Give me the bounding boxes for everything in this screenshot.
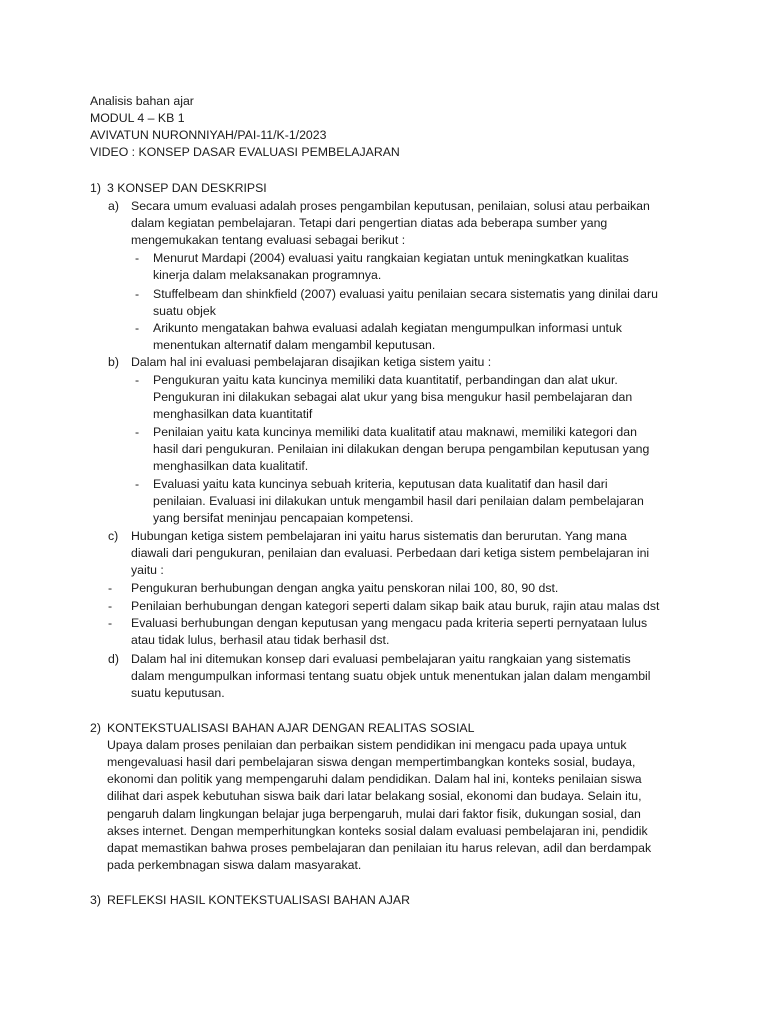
- bullet-text-line: Menurut Mardapi (2004) evaluasi yaitu rangkaian kegiatan untuk meningkatkan kualitas: [153, 251, 629, 265]
- section-title: REFLEKSI HASIL KONTEKSTUALISASI BAHAN AJAR: [107, 893, 410, 907]
- bullet-text-line: Penilaian yaitu kata kuncinya memiliki data kualitatif atau maknawi, memiliki kategori dan: [153, 425, 637, 439]
- bullet-text-line: atau tidak lulus, berhasil atau tidak berhasil dst.: [131, 633, 390, 647]
- bullet-text-line: Penilaian berhubungan dengan kategori seperti dalam sikap baik atau buruk, rajin atau malas dst: [131, 599, 660, 613]
- bullet-text-line: hasil dari pengukuran. Penilaian ini dilakukan dengan berupa pengambilan keputusan yang: [153, 442, 650, 456]
- bullet-dash: -: [135, 373, 140, 387]
- item-text-line: Dalam hal ini ditemukan konsep dari evaluasi pembelajaran yaitu rangkaian yang sistematis: [131, 652, 631, 666]
- item-text-line: dalam kegiatan pembelajaran. Tetapi dari pengertian diatas ada beberapa sumber yang: [131, 216, 608, 230]
- item-marker: c): [108, 529, 119, 543]
- item-text-line: dalam mengumpulkan informasi tentang suatu objek untuk menentukan jalan dalam mengambil: [131, 669, 651, 683]
- bullet-dash: -: [135, 251, 140, 265]
- bullet-text-line: menentukan alternatif dalam mengambil keputusan.: [153, 338, 436, 352]
- bullet-text-line: penilaian. Evaluasi ini dilakukan untuk mengambil hasil dari penilaian dalam pembelajaran: [153, 494, 644, 508]
- item-text-line: suatu keputusan.: [131, 686, 225, 700]
- bullet-text-line: Pengukuran ini dilakukan sebagai alat ukur yang bisa mengukur hasil pembelajaran dan: [153, 390, 633, 404]
- bullet-text-line: Evaluasi yaitu kata kuncinya sebuah kriteria, keputusan data kualitatif dan hasil dari: [153, 477, 608, 491]
- bullet-text-line: yang bersifat meninjau pencapaian kompetensi.: [153, 511, 414, 525]
- bullet-text-line: kinerja dalam melaksanakan programnya.: [153, 268, 382, 282]
- item-text-line: mengemukakan tentang evaluasi sebagai berikut :: [131, 233, 406, 247]
- doc-header-line: MODUL 4 – KB 1: [90, 111, 185, 125]
- bullet-text-line: suatu objek: [153, 304, 216, 318]
- bullet-dash: -: [135, 287, 140, 301]
- section-title: 3 KONSEP DAN DESKRIPSI: [107, 181, 267, 195]
- bullet-dash: -: [135, 321, 140, 335]
- bullet-dash: -: [135, 425, 140, 439]
- doc-header-line: VIDEO : KONSEP DASAR EVALUASI PEMBELAJARAN: [90, 145, 400, 159]
- bullet-text-line: menghasilkan data kualitatif.: [153, 459, 309, 473]
- paragraph-line: Upaya dalam proses penilaian dan perbaikan sistem pendidikan ini mengacu pada upaya untuk: [107, 738, 627, 752]
- doc-header-line: AVIVATUN NURONNIYAH/PAI-11/K-1/2023: [90, 128, 327, 142]
- item-marker: a): [108, 199, 119, 213]
- paragraph-line: dilihat dari aspek kebutuhan siswa baik dari latar belakang sosial, ekonomi dan budaya. Selain itu,: [107, 789, 642, 803]
- item-text-line: Hubungan ketiga sistem pembelajaran ini yaitu harus sistematis dan berurutan. Yang mana: [131, 529, 627, 543]
- item-marker: b): [108, 355, 119, 369]
- item-text-line: yaitu :: [131, 563, 164, 577]
- bullet-text-line: Pengukuran berhubungan dengan angka yaitu penskoran nilai 100, 80, 90 dst.: [131, 581, 559, 595]
- section-title: KONTEKSTUALISASI BAHAN AJAR DENGAN REALITAS SOSIAL: [107, 721, 475, 735]
- paragraph-line: mengevaluasi hasil dari pembelajaran siswa dengan mempertimbangkan konteks sosial, budaya,: [107, 755, 636, 769]
- paragraph-line: pengaruh dalam lingkungan belajar juga berpengaruh, mulai dari faktor fisik, dukungan sosial, dan: [107, 807, 641, 821]
- bullet-text-line: Stuffelbeam dan shinkfield (2007) evaluasi yaitu penilaian secara sistematis yang dinilai daru: [153, 287, 658, 301]
- bullet-text-line: Evaluasi berhubungan dengan keputusan yang mengacu pada kriteria seperti pernyataan lulus: [131, 616, 648, 630]
- paragraph-line: dapat memastikan bahwa proses pembelajaran dan penilaian itu harus relevan, adil dan berdampak: [107, 841, 652, 855]
- section-number: 1): [90, 181, 101, 195]
- bullet-dash: -: [135, 477, 140, 491]
- bullet-dash: -: [108, 616, 113, 630]
- paragraph-line: ekonomi dan politik yang mempengaruhi dalam pendidikan. Dalam hal ini, konteks penilaian siswa: [107, 772, 642, 786]
- section-number: 3): [90, 893, 101, 907]
- doc-header-line: Analisis bahan ajar: [90, 94, 194, 108]
- bullet-text-line: menghasilkan data kuantitatif: [153, 407, 313, 421]
- bullet-text-line: Pengukuran yaitu kata kuncinya memiliki data kuantitatif, perbandingan dan alat ukur.: [153, 373, 618, 387]
- paragraph-line: akses internet. Dengan memperhitungkan konteks sosial dalam evaluasi pembelajaran ini, pendidik: [107, 824, 648, 838]
- section-number: 2): [90, 721, 101, 735]
- bullet-text-line: Arikunto mengatakan bahwa evaluasi adalah kegiatan mengumpulkan informasi untuk: [153, 321, 622, 335]
- item-text-line: Secara umum evaluasi adalah proses pengambilan keputusan, penilaian, solusi atau perbaikan: [131, 199, 650, 213]
- item-text-line: Dalam hal ini evaluasi pembelajaran disajikan ketiga sistem yaitu :: [131, 355, 492, 369]
- bullet-dash: -: [108, 581, 113, 595]
- item-marker: d): [108, 652, 119, 666]
- bullet-dash: -: [108, 599, 113, 613]
- paragraph-line: pada perkembnagan siswa dalam masyarakat.: [107, 858, 362, 872]
- item-text-line: diawali dari pengukuran, penilaian dan evaluasi. Perbedaan dari ketiga sistem pembelajaran ini: [131, 546, 650, 560]
